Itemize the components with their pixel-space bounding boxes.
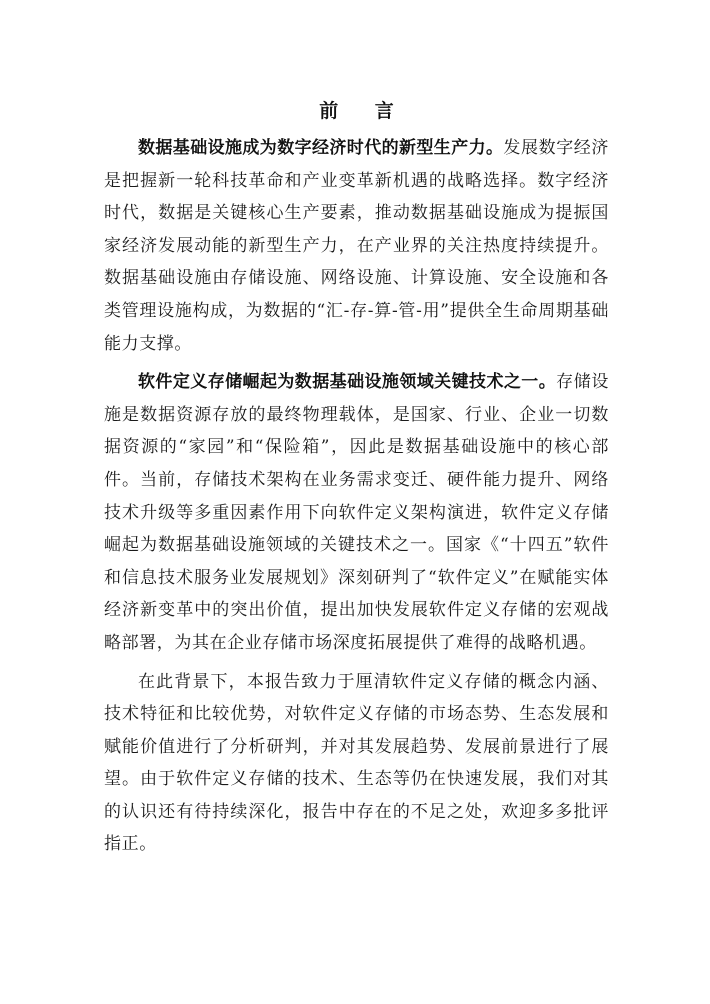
paragraph-3 (104, 666, 609, 862)
paragraph-2-body: 存储设施是数据资源存放的最终物理载体，是国家、行业、企业一切数据资源的“家园”和“保险箱”，因此是数据基础设施中的核心部件。当前，存储技术架构在业务需求变迁、硬件能力提升、网络技术升级等多重因素作用下向软件定义架构演进，软件定义存储崛起为数据基础设施领域的关键技术之一。国家《“十四五”软件和信息技术服务业发展规划》深刻研判了“软件定义”在赋能实体经济新变革中的突出价值，提出加快发展软件定义存储的宏观战略部署，为其在企业存储市场深度拓展提供了难得的战略机遇。 (104, 372, 609, 653)
paragraph-3-body: 在此背景下，本报告致力于厘清软件定义存储的概念内涵、技术特征和比较优势，对软件定义存储的市场态势、生态发展和赋能价值进行了分析研判，并对其发展趋势、发展前景进行了展望。由于软件定义存储的技术、生态等仍在快速发展，我们对其的认识还有待持续深化，报告中存在的不足之处，欢迎多多批评指正。 (104, 671, 609, 855)
page-title: 前 言 (319, 100, 409, 122)
paragraph-1 (104, 132, 609, 360)
paragraph-2 (104, 366, 609, 659)
page-content (104, 96, 609, 867)
paragraph-2-lead: 软件定义存储崛起为数据基础设施领域关键技术之一。 (138, 372, 557, 393)
paragraph-1-body: 发展数字经济是把握新一轮科技革命和产业变革新机遇的战略选择。数字经济时代，数据是关键核心生产要素，推动数据基础设施成为提振国家经济发展动能的新型生产力，在产业界的关注热度持续提升。数据基础设施由存储设施、网络设施、计算设施、安全设施和各类管理设施构成，为数据的“汇-存-算-管-用”提供全生命周期基础能力支撑。 (104, 138, 610, 354)
paragraph-1-lead: 数据基础设施成为数字经济时代的新型生产力。 (138, 138, 504, 158)
